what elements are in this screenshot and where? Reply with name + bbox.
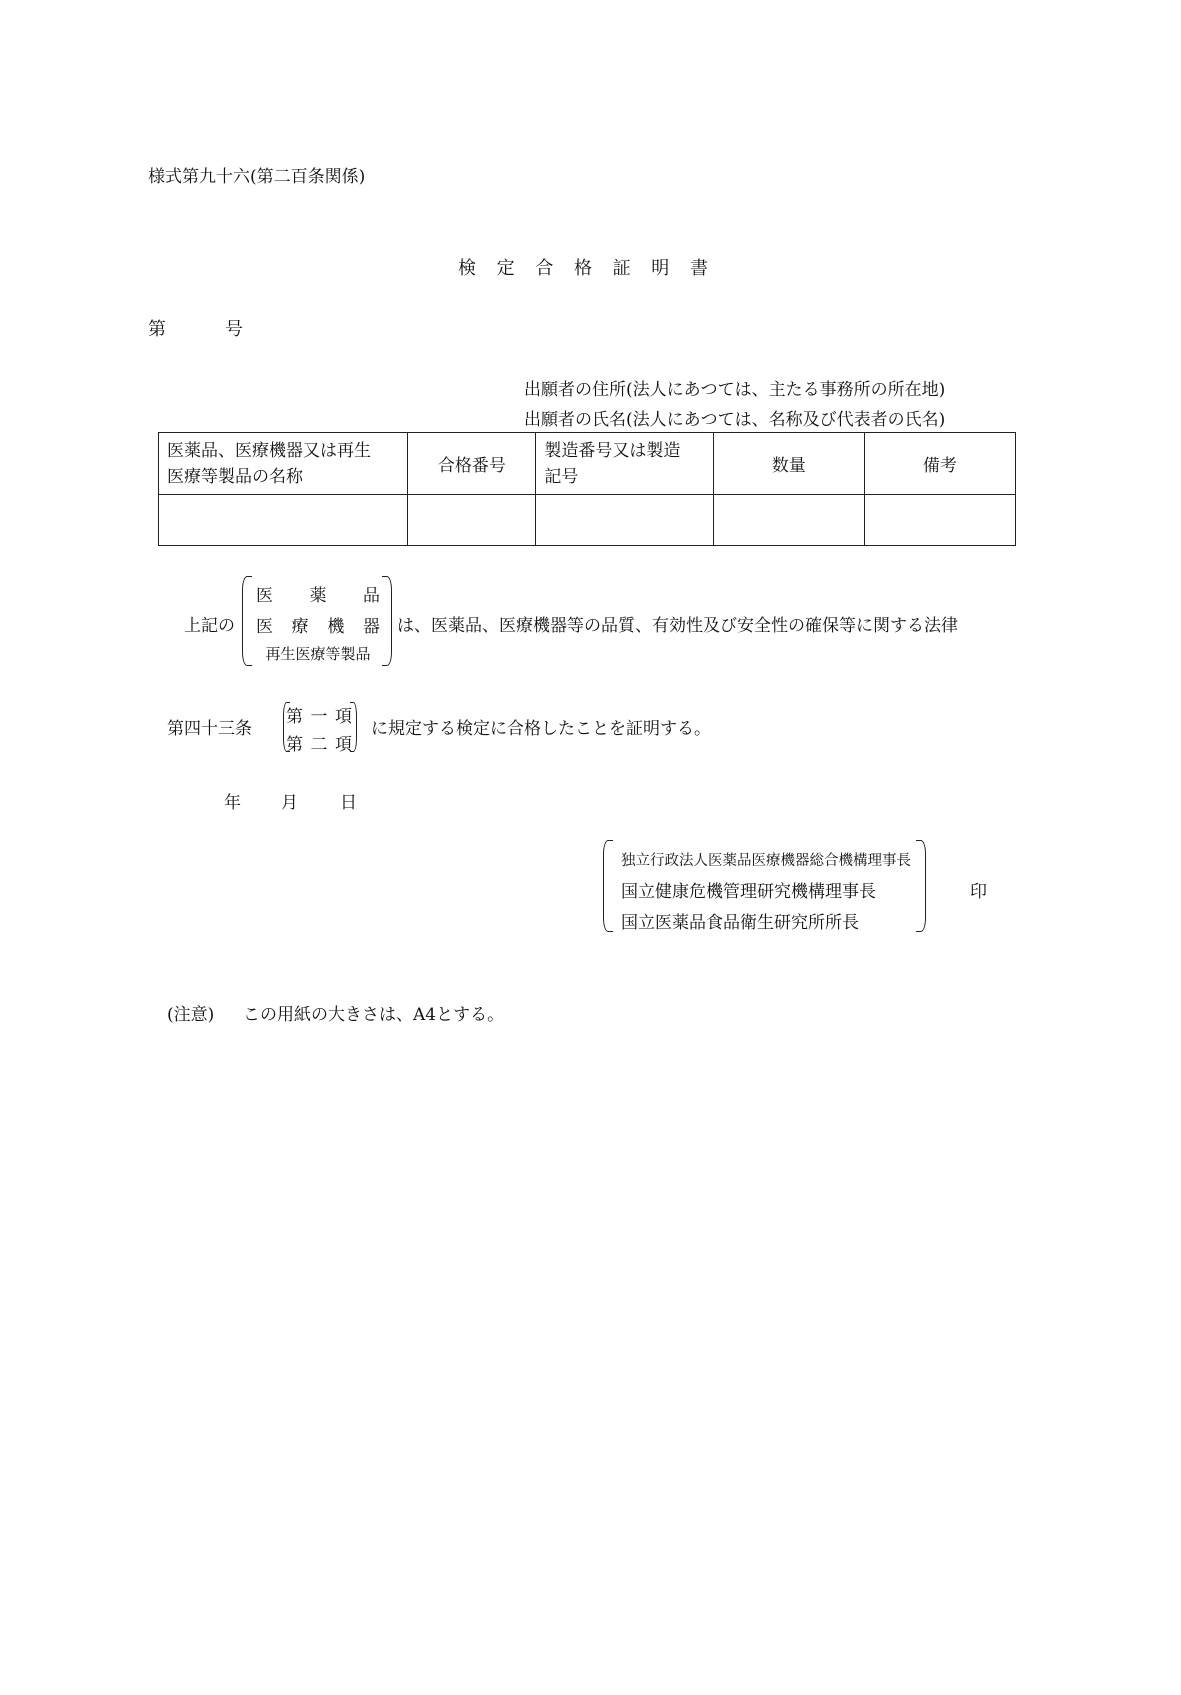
paragraph-2: 第 二 項 <box>286 735 352 755</box>
table-header-pass-number: 合格番号 <box>408 433 536 495</box>
seal-mark: 印 <box>970 882 987 902</box>
table-header-product-name: 医薬品、医療機器又は再生 医療等製品の名称 <box>159 433 408 495</box>
table-header-row <box>159 433 1016 495</box>
table-header-quantity: 数量 <box>713 433 864 495</box>
left-bracket <box>242 576 252 666</box>
table-cell <box>159 495 408 546</box>
table-cell <box>713 495 864 546</box>
table-cell <box>536 495 713 546</box>
certification-text: に規定する検定に合格したことを証明する。 <box>371 719 711 739</box>
option-regenerative-product: 再生医療等製品 <box>265 645 371 663</box>
note-text: この用紙の大きさは、A4とする。 <box>243 1005 505 1025</box>
left-bracket <box>603 840 613 932</box>
number-label-dai: 第 <box>148 319 166 340</box>
signer-pmda: 独立行政法人医薬品医療機器総合機構理事長 <box>621 853 911 869</box>
law-text: は、医薬品、医療機器等の品質、有効性及び安全性の確保等に関する法律 <box>397 616 958 636</box>
right-bracket <box>382 576 392 666</box>
table-row <box>159 495 1016 546</box>
paragraph-1: 第 一 項 <box>286 707 352 727</box>
note-label: (注意) <box>167 1005 215 1025</box>
statement-prefix: 上記の <box>184 616 235 636</box>
right-bracket <box>916 840 926 932</box>
date-year: 年 <box>224 793 241 813</box>
table-cell <box>408 495 536 546</box>
table-header-lot-number: 製造番号又は製造 記号 <box>536 433 713 495</box>
applicant-address: 出願者の住所(法人にあつては、主たる事務所の所在地) <box>524 380 946 400</box>
signer-jihs: 国立健康危機管理研究機構理事長 <box>621 882 876 902</box>
product-table <box>158 432 1016 546</box>
article-number: 第四十三条 <box>167 719 252 739</box>
signer-nihs: 国立医薬品食品衛生研究所所長 <box>621 913 859 933</box>
number-label-go: 号 <box>225 319 243 340</box>
table-header-remarks: 備考 <box>864 433 1015 495</box>
applicant-name: 出願者の氏名(法人にあつては、名称及び代表者の氏名) <box>524 410 946 430</box>
date-day: 日 <box>340 793 357 813</box>
form-number: 様式第九十六(第二百条関係) <box>148 167 366 187</box>
option-drug: 医 薬 品 <box>256 586 380 606</box>
document-title: 検 定 合 格 証 明 書 <box>458 258 708 279</box>
date-month: 月 <box>281 793 298 813</box>
right-bracket <box>350 702 357 752</box>
table-cell <box>864 495 1015 546</box>
option-medical-device: 医 療 機 器 <box>256 617 380 637</box>
